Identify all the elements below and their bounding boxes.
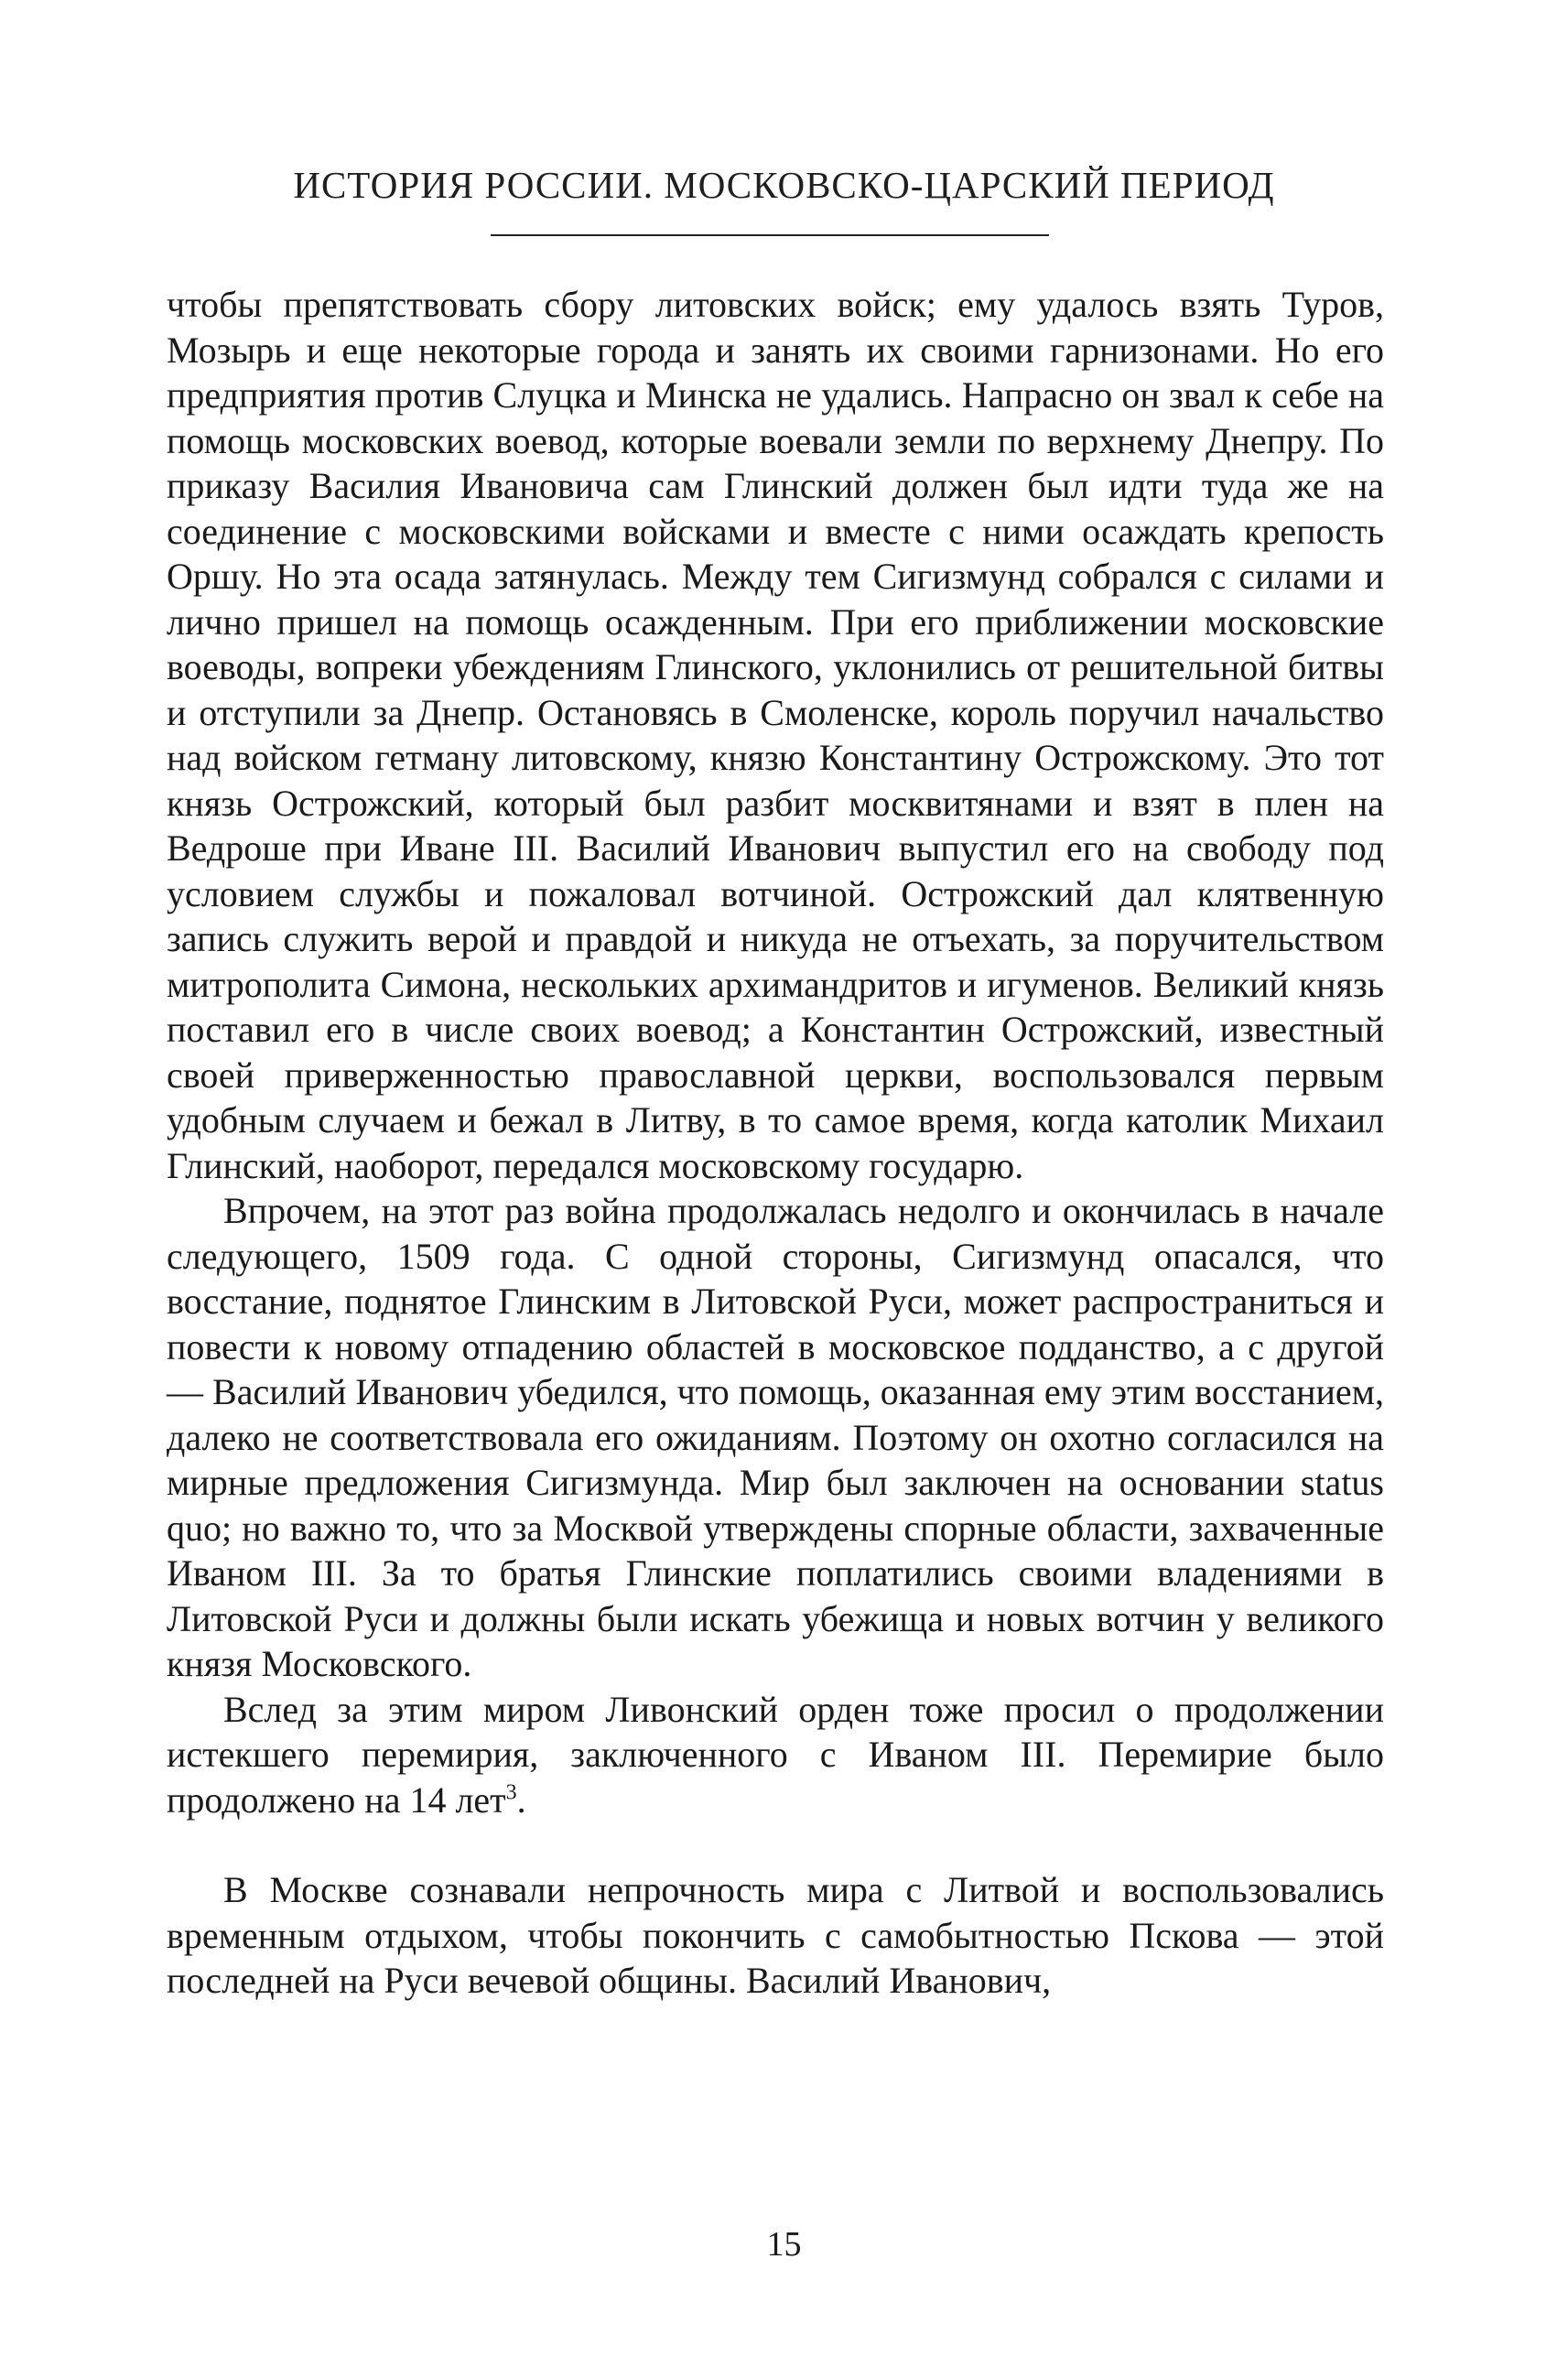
paragraph: чтобы препятствовать сбору литовских войск; ему удалось взять Туров, Мозырь и еще некоторые города и занять их своими гарнизонами. Но его предприятия против Слуцка и Минска не удались. Напрасно он звал к себе на помощь московских воевод, которые воевали земли по верхнему Днепру. По приказу Василия Ивановича сам Глинский должен был идти туда же на соединение с московскими войсками и вместе с ними осаждать крепость Оршу. Но эта осада затянулась. Между тем Сигизмунд собрался с силами и лично пришел на помощь осажденным. При его приближении московские воеводы, вопреки убеждениям Глинского, уклонились от решительной битвы и отступили за Днепр. Остановясь в Смоленске, король поручил начальство над войском гетману литовскому, князю Константину Острожскому. Это тот князь Острожский, который был разбит москвитянами и взят в плен на Ведроше при Иване III. Василий Иванович выпустил его на свободу под условием службы и пожаловал вотчиной. Острожский дал клятвенную запись служить верой и правдой и никуда не отъехать, за поручительством митрополита Симона, нескольких архимандритов и игуменов. Великий князь поставил его в числе своих воевод; а Константин Острожский, известный своей приверженностью православной церкви, воспользовался первым удобным случаем и бежал в Литву, в то самое время, когда католик Михаил Глинский, наоборот, передался московскому государю. [167, 284, 1384, 1186]
paragraph [167, 1687, 1384, 1823]
paragraph-end-punctuation: . [516, 1778, 526, 1821]
paragraph: Впрочем, на этот раз война продолжалась недолго и окончилась в начале следующего, 1509 года. С одной стороны, Сигизмунд опасался, что восстание, поднятое Глинским в Литовской Руси, может распространиться и повести к новому отпадению областей в московское подданство, а с другой — Василий Иванович убедился, что помощь, оказанная ему этим восстанием, далеко не соответствовала его ожиданиям. Поэтому он охотно согласился на мирные предложения Сигизмунда. Мир был заключен на основании status quo; но важно то, что за Москвой утверждены спорные области, захваченные Иваном III. За то братья Глинские поплатились своими владениями в Литовской Руси и должны были искать убежища и новых вотчин у великого князя Московского. [167, 1190, 1384, 1684]
body-text [167, 282, 1384, 2004]
paragraph-text: Вслед за этим миром Ливонский орден тоже просил о продолжении истекшего перемирия, заключенного с Иваном III. Перемирие было продолжено на 14 лет [167, 1688, 1384, 1821]
header-divider [491, 234, 1049, 236]
page-number: 15 [766, 2225, 802, 2264]
running-header: ИСТОРИЯ РОССИИ. МОСКОВСКО-ЦАРСКИЙ ПЕРИОД [293, 164, 1275, 206]
paragraph: В Москве сознавали непрочность мира с Литвой и воспользовались временным отдыхом, чтобы покончить с самобытностью Пскова — этой последней на Руси вечевой общины. Василий Иванович, [167, 1869, 1384, 2001]
footnote-reference[interactable]: 3 [505, 1780, 517, 1805]
